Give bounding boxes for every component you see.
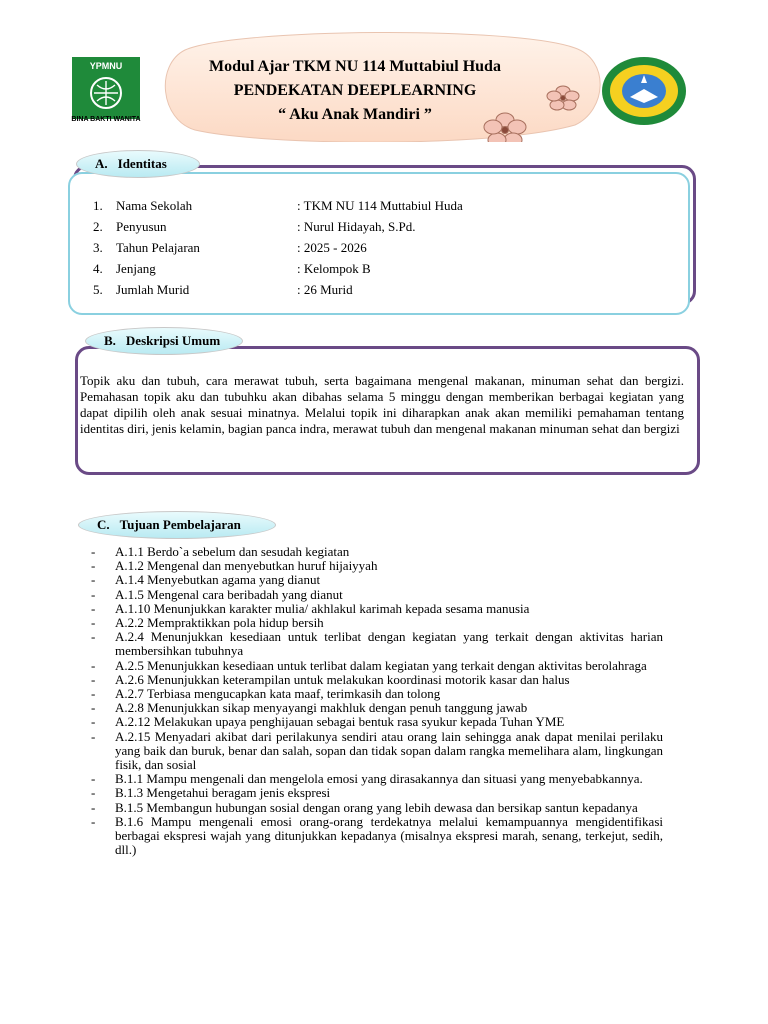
identitas-row <box>93 219 613 237</box>
list-item: - A.1.1 Berdo`a sebelum dan sesudah kegiatan <box>91 545 663 559</box>
section-a-letter: A. <box>95 156 108 171</box>
identitas-row <box>93 240 613 258</box>
ypmnu-logo-icon <box>70 55 142 121</box>
list-item: - A.2.7 Terbiasa mengucapkan kata maaf, terimkasih dan tolong <box>91 687 663 701</box>
row-label: Nama Sekolah <box>116 198 193 213</box>
row-label: Jumlah Murid <box>116 282 190 297</box>
list-item: - A.2.12 Melakukan upaya penghijauan sebagai bentuk rasa syukur kepada Tuhan YME <box>91 715 663 729</box>
identitas-row <box>93 282 613 300</box>
section-a-title: Identitas <box>117 156 167 171</box>
row-number: 1. <box>93 198 103 213</box>
theme-title: “ Aku Anak Mandiri ” <box>278 106 432 123</box>
list-item: - B.1.1 Mampu mengenali dan mengelola emosi yang dirasakannya dan situasi yang menyebabkannya. <box>91 772 663 786</box>
list-item: - B.1.6 Mampu mengenali emosi orang-orang terdekatnya melalui kemampuannya mengidentifikasi berbagai ekspresi wajah yang ditunjukkan kepadanya (misalnya ekspresi marah, senang, terkejut, sedih, dll.) <box>91 815 663 858</box>
approach-title: PENDEKATAN DEEPLEARNING <box>233 82 477 99</box>
yayasan-logo-icon <box>600 55 688 127</box>
row-label: Tahun Pelajaran <box>116 240 200 255</box>
list-item: - B.1.3 Mengetahui beragam jenis ekspresi <box>91 786 663 800</box>
row-label: Penyusun <box>116 219 167 234</box>
deskripsi-text: Topik aku dan tubuh, cara merawat tubuh, serta bagaimana mengenal makanan, minuman sehat dan bergizi. Pemahasan topik aku dan tubuhku akan dibahas selama 5 minggu dengan memberikan berbagai kegiatan yang dapat dipilih oleh anak sesuai minatnya. Melalui topik ini diharapkan anak akan memiliki pemahaman tentang identitas diri, jenis kelamin, bagian panca indra, merawat tubuh dan mengenal makanan minuman sehat dan bergizi <box>80 373 684 436</box>
row-value: : TKM NU 114 Muttabiul Huda <box>297 198 463 213</box>
row-value: : 26 Murid <box>297 282 353 297</box>
row-number: 2. <box>93 219 103 234</box>
list-item: - A.2.15 Menyadari akibat dari perilakunya sendiri atau orang lain sehingga anak dapat menilai perilaku yang baik dan buruk, benar dan salah, sopan dan tidak sopan dalam rangka memelihara alam, lingkungan fisik, dan sosial <box>91 730 663 773</box>
section-b-letter: B. <box>104 333 116 348</box>
list-item: - A.2.2 Mempraktikkan pola hidup bersih <box>91 616 663 630</box>
list-item: - A.1.10 Menunjukkan karakter mulia/ akhlakul karimah kepada sesama manusia <box>91 602 663 616</box>
section-c-letter: C. <box>97 517 110 532</box>
section-b-heading <box>85 327 243 355</box>
row-number: 5. <box>93 282 103 297</box>
row-number: 4. <box>93 261 103 276</box>
row-label: Jenjang <box>116 261 156 276</box>
identitas-row <box>93 198 613 216</box>
module-title: Modul Ajar TKM NU 114 Muttabiul Huda <box>209 58 501 75</box>
logo-left-text: YPMNU <box>89 61 123 71</box>
section-a-heading <box>76 150 200 178</box>
logo-tagline: BINA BAKTI WANITA <box>71 116 141 123</box>
list-item: - A.1.2 Mengenal dan menyebutkan huruf hijaiyyah <box>91 559 663 573</box>
row-value: : Kelompok B <box>297 261 371 276</box>
list-item: - A.1.4 Menyebutkan agama yang dianut <box>91 573 663 587</box>
list-item: - A.2.8 Menunjukkan sikap menyayangi makhluk dengan penuh tanggung jawab <box>91 701 663 715</box>
tujuan-list <box>91 545 663 857</box>
row-number: 3. <box>93 240 103 255</box>
list-item: - A.2.6 Menunjukkan keterampilan untuk melakukan koordinasi motorik kasar dan halus <box>91 673 663 687</box>
identitas-row <box>93 261 613 279</box>
row-value: : Nurul Hidayah, S.Pd. <box>297 219 416 234</box>
section-c-title: Tujuan Pembelajaran <box>119 517 241 532</box>
list-item: - A.2.4 Menunjukkan kesediaan untuk terlibat dengan kegiatan yang terkait dengan aktivitas harian membersihkan tubuhnya <box>91 630 663 658</box>
section-c-heading <box>78 511 276 539</box>
list-item: - B.1.5 Membangun hubungan sosial dengan orang yang lebih dewasa dan bersikap santun kepadanya <box>91 801 663 815</box>
row-value: : 2025 - 2026 <box>297 240 367 255</box>
list-item: - A.2.5 Menunjukkan kesediaan untuk terlibat dalam kegiatan yang terkait dengan aktivitas berolahraga <box>91 659 663 673</box>
section-b-title: Deskripsi Umum <box>125 333 221 348</box>
list-item: - A.1.5 Mengenal cara beribadah yang dianut <box>91 588 663 602</box>
